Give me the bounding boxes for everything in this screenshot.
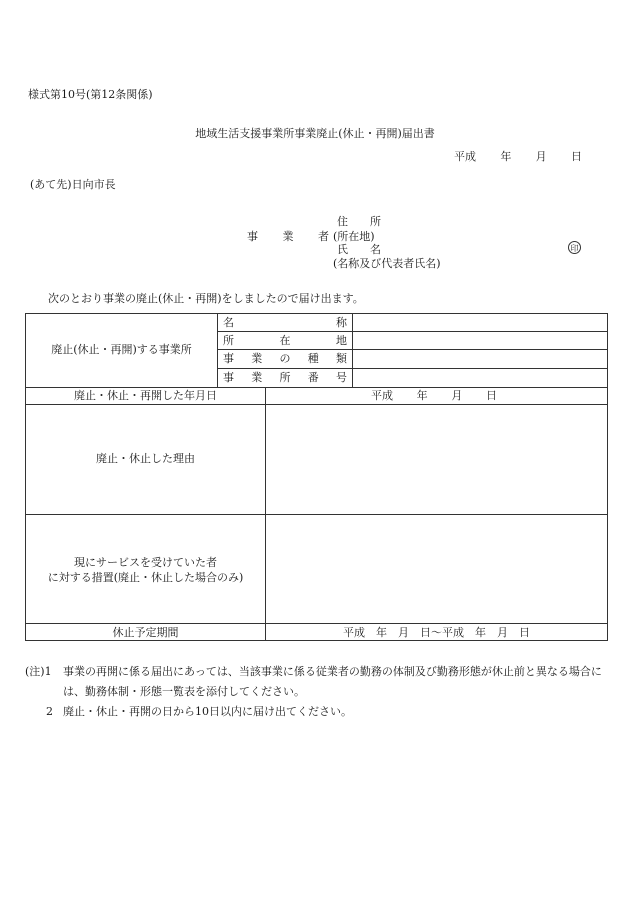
measures-label-line2: に対する措置(廃止・休止した場合のみ) (47, 571, 244, 584)
era-label: 平成 (454, 150, 476, 163)
operator-label: 事 業 者 (247, 230, 329, 243)
recipient: (あて先)日向市長 (30, 178, 116, 191)
facility-header: 廃止(休止・再開)する事業所 (51, 343, 192, 356)
statement: 次のとおり事業の廃止(休止・再開)をしましたので届け出ます。 (48, 292, 364, 305)
note-text: 廃止・休止・再開の日から10日以内に届け出てください。 (63, 705, 352, 718)
note-text: 事業の再開に係る届出にあっては、当該事業に係る従業者の勤務の体制及び勤務形態が休止前と異なる場合には、勤務体制・形態一覧表を添付してください。 (63, 665, 602, 698)
facility-name-label: 名 称 (223, 316, 347, 329)
date-label: 廃止・休止・再開した年月日 (74, 389, 217, 402)
seal-mark: 印 (568, 241, 581, 254)
service-type-label: 事 業 の 種 類 (223, 352, 347, 365)
submission-date (454, 150, 582, 163)
day-label: 日 (570, 150, 582, 163)
date-value: 平成 年 月 日 (371, 389, 497, 402)
notes (25, 662, 615, 722)
name-note: (名称及び代表者氏名) (333, 257, 441, 270)
name-label: 氏 名 (337, 243, 381, 256)
year-label: 年 (500, 150, 512, 163)
form-number: 様式第10号(第12条関係) (28, 88, 153, 101)
facility-location-label: 所 在 地 (223, 334, 347, 347)
location-label: (所在地) (333, 230, 375, 243)
form-title: 地域生活支援事業所事業廃止(休止・再開)届出書 (195, 127, 435, 140)
suspension-period-label: 休止予定期間 (112, 626, 179, 639)
suspension-period-value: 平成 年 月 日〜平成 年 月 日 (343, 626, 530, 639)
facility-number-label: 事 業 所 番 号 (223, 371, 347, 384)
measures-label-line1: 現にサービスを受けていた者 (74, 556, 217, 569)
reason-label: 廃止・休止した理由 (96, 452, 195, 465)
note-number: 2 (46, 705, 53, 718)
month-label: 月 (535, 150, 547, 163)
note-item (25, 702, 615, 722)
note-number: (注)1 (25, 665, 52, 678)
note-item (25, 662, 615, 702)
address-label: 住 所 (337, 215, 381, 228)
